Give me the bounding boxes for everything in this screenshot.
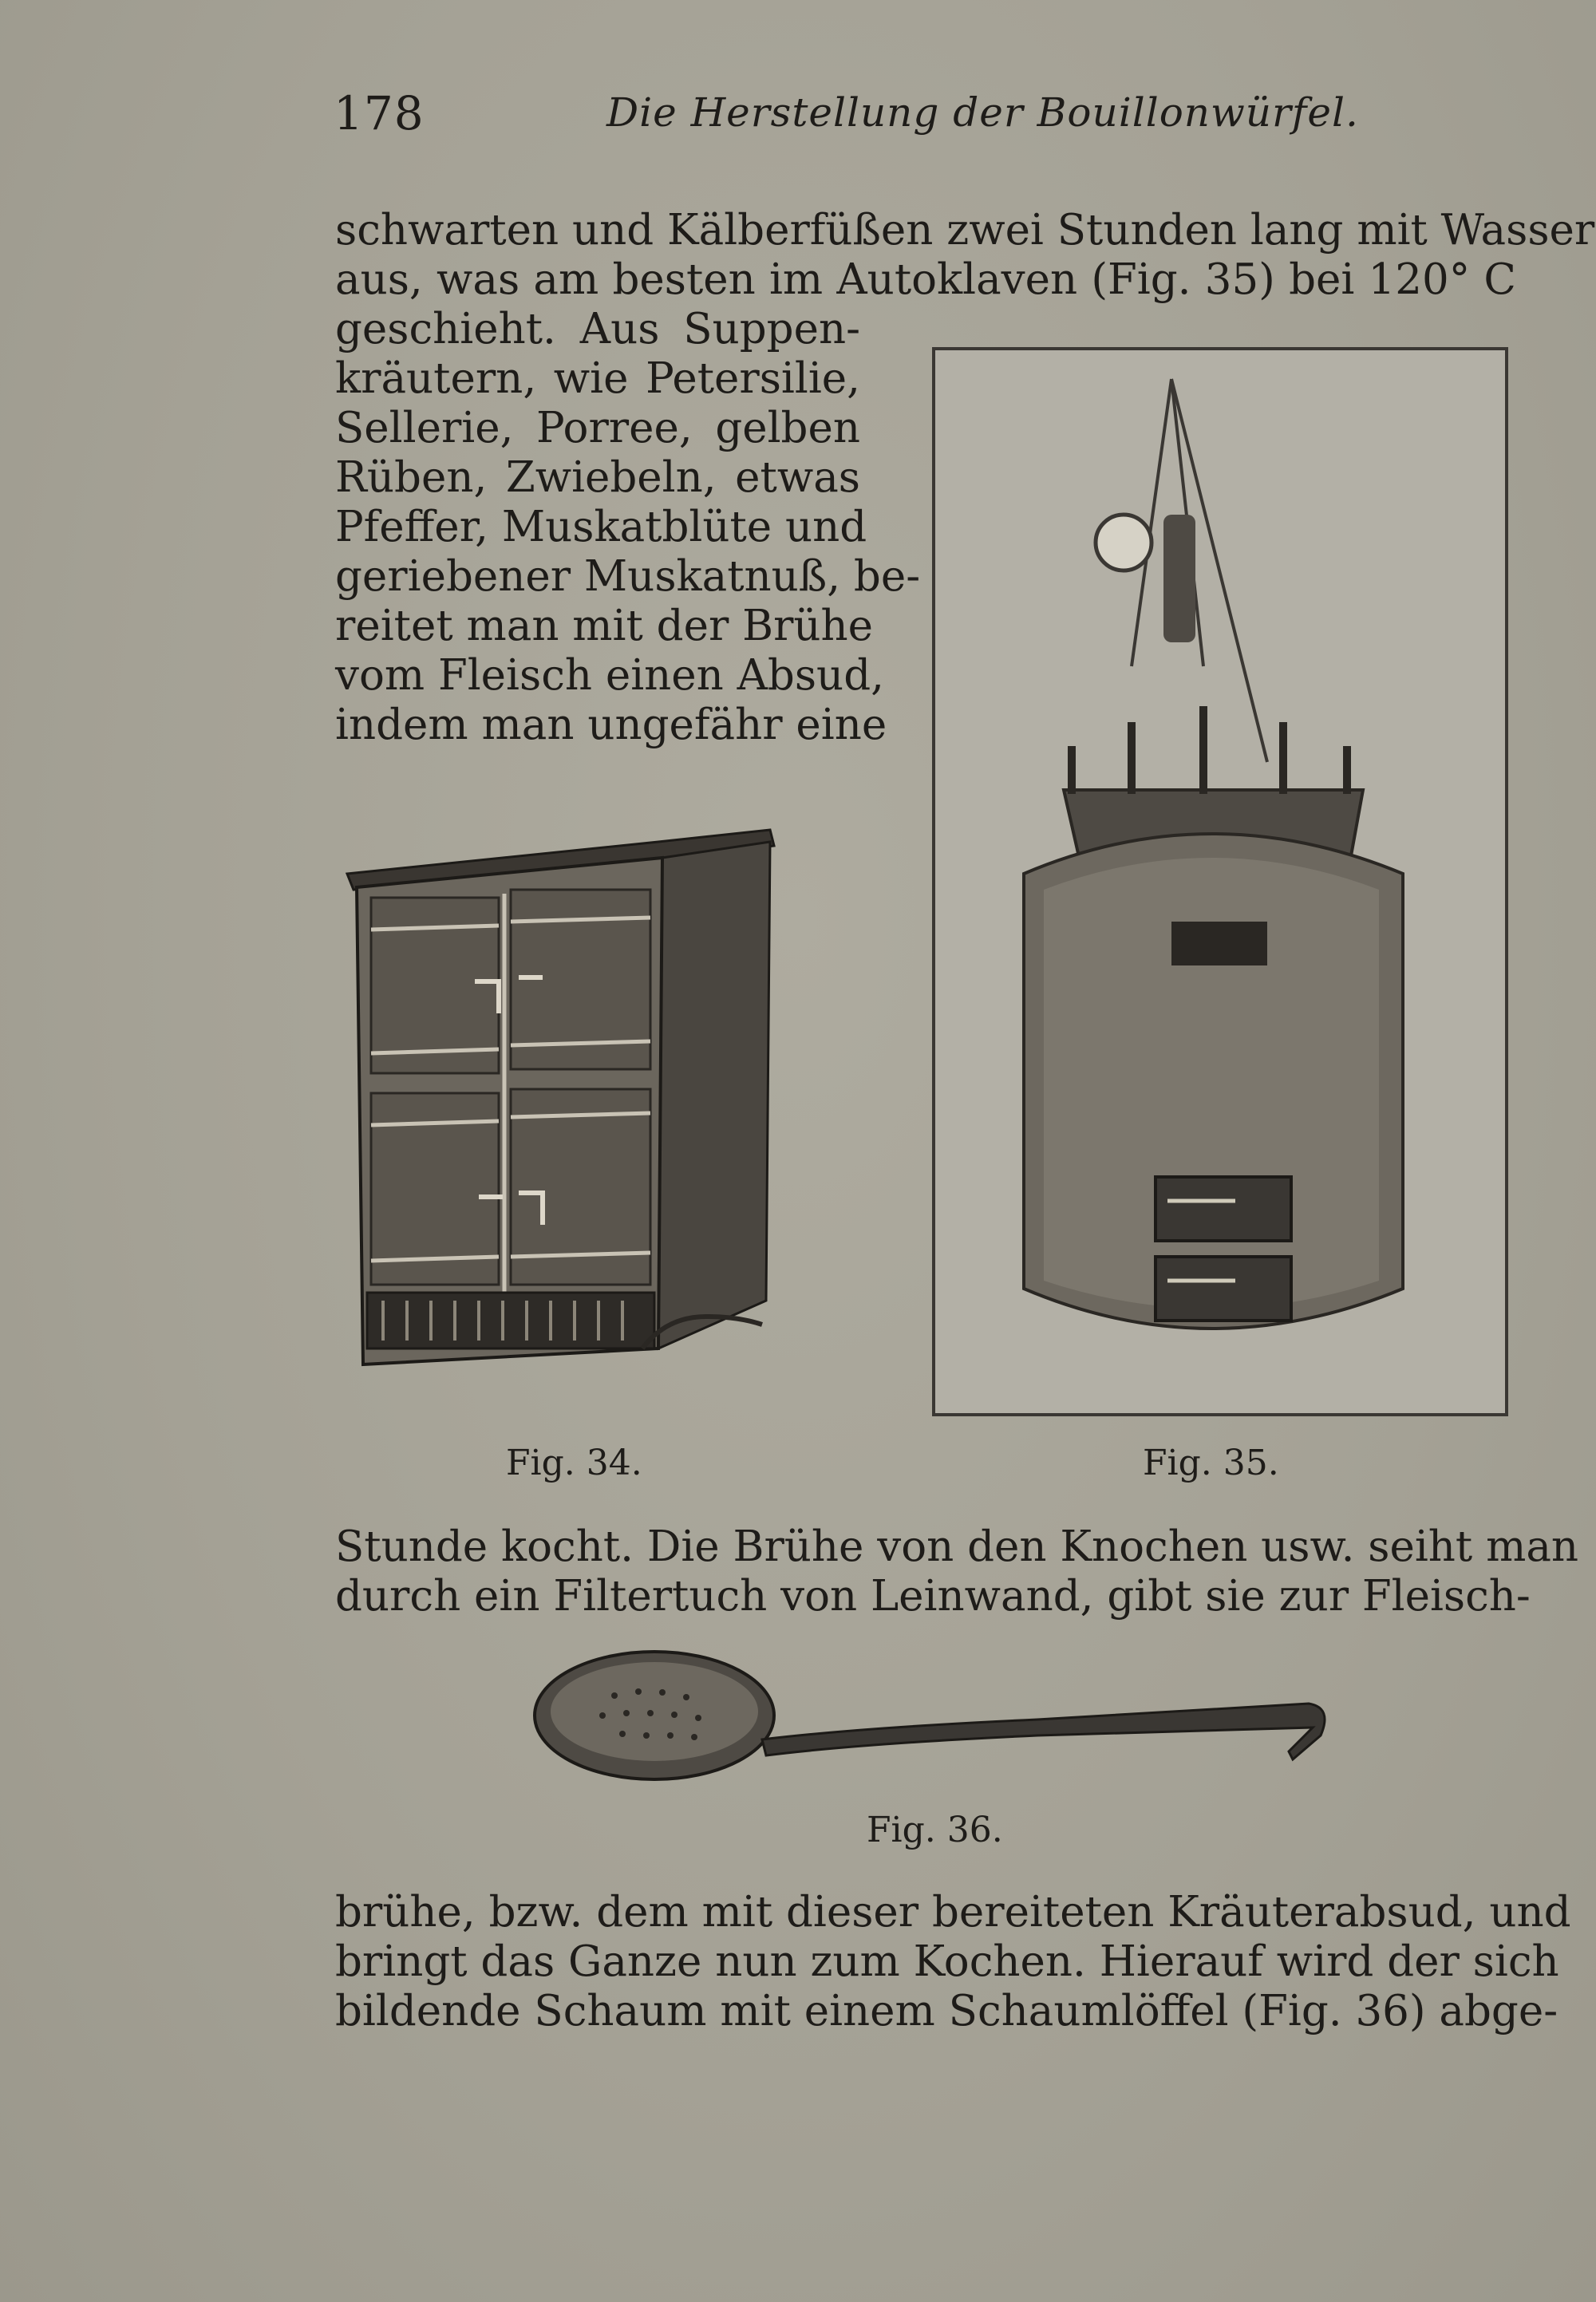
text-line: reitet man mit der Brühe [335, 602, 874, 650]
fig35-autoclave-photo [932, 347, 1508, 1416]
fig34-cabinet-illustration [339, 790, 818, 1412]
text-line: Rüben, Zwiebeln, etwas [335, 453, 860, 502]
fig36-caption: Fig. 36. [867, 1810, 1003, 1850]
text-line: Pfeffer, Muskatblüte und [335, 503, 867, 551]
text-line: schwarten und Kälberfüßen zwei Stunden lang mit Wasser [335, 206, 1595, 255]
fig36-skimmer-ladle-illustration [527, 1640, 1341, 1807]
text-line: bildende Schaum mit einem Schaumlöffel (Fig. 36) abge- [335, 1987, 1558, 2035]
text-line: brühe, bzw. dem mit dieser bereiteten Kräuterabsud, und [335, 1888, 1571, 1937]
text-line: indem man ungefähr eine [335, 701, 887, 749]
text-line: bringt das Ganze nun zum Kochen. Hierauf wird der sich [335, 1937, 1559, 1986]
fig34-caption: Fig. 34. [506, 1443, 642, 1483]
page-number: 178 [334, 86, 425, 140]
text-line: Sellerie, Porree, gelben [335, 404, 860, 452]
fig35-caption: Fig. 35. [1143, 1443, 1279, 1483]
running-title: Die Herstellung der Bouillonwürfel. [606, 89, 1359, 136]
text-line: durch ein Filtertuch von Leinwand, gibt sie zur Fleisch- [335, 1572, 1531, 1621]
text-line: Stunde kocht. Die Brühe von den Knochen usw. seiht man [335, 1522, 1579, 1571]
text-line: aus, was am besten im Autoklaven (Fig. 35) bei 120° C [335, 255, 1516, 304]
text-line: kräutern, wie Petersilie, [335, 354, 860, 403]
text-line: vom Fleisch einen Absud, [335, 651, 884, 700]
text-line: geriebener Muskatnuß, be- [335, 552, 921, 601]
text-line: geschieht. Aus Suppen- [335, 305, 860, 353]
